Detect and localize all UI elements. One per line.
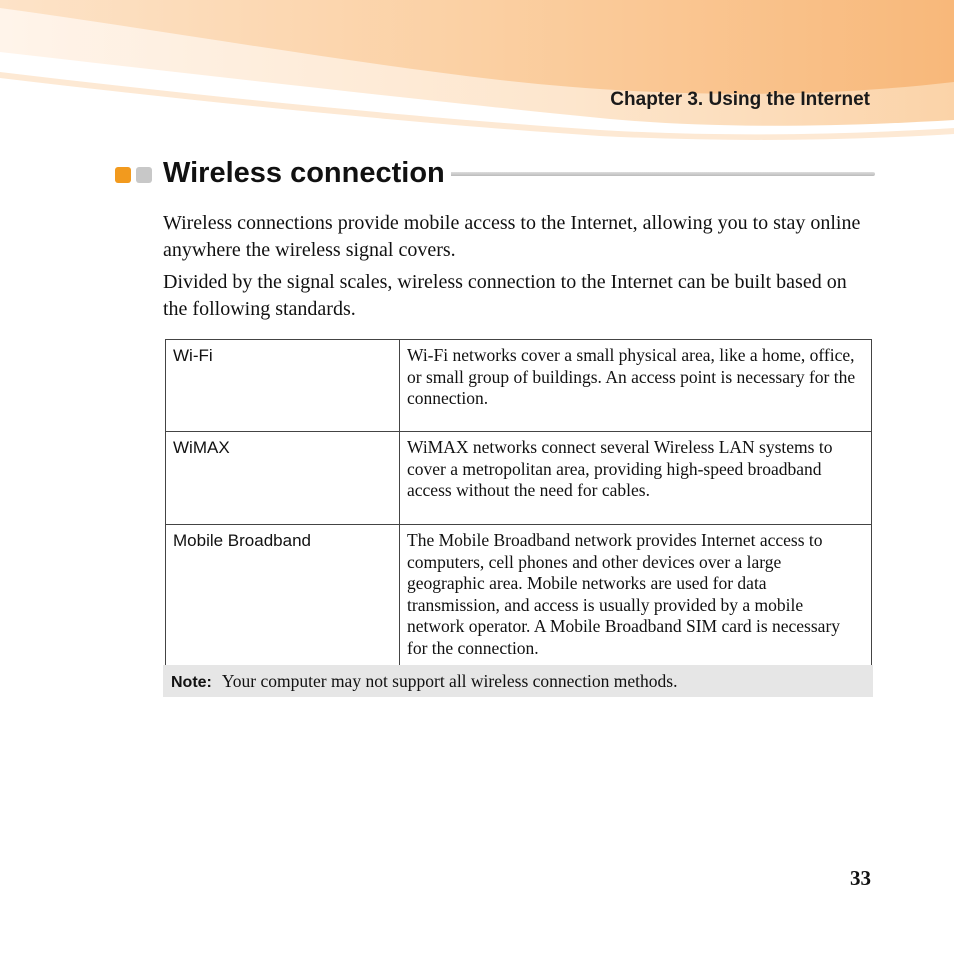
- heading-rule: [443, 172, 875, 176]
- wireless-standards-table: [165, 339, 872, 683]
- table-row: [166, 432, 872, 525]
- chapter-title: Chapter 3. Using the Internet: [610, 89, 870, 110]
- table-row: [166, 340, 872, 432]
- standard-description: The Mobile Broadband network provides Internet access to computers, cell phones and other devices over a large geographic area. Mobile networks are used for data transmission, and access is usually provided by a mobile network operator. A Mobile Broadband SIM card is necessary for the connection.: [400, 525, 872, 683]
- standard-term: WiMAX: [166, 432, 400, 525]
- standard-term: Mobile Broadband: [166, 525, 400, 683]
- note-box: [163, 665, 873, 697]
- standards-paragraph: Divided by the signal scales, wireless connection to the Internet can be built based on the following standards.: [163, 271, 847, 320]
- standard-description: WiMAX networks connect several Wireless LAN systems to cover a metropolitan area, providing high-speed broadband access without the need for cables.: [400, 432, 872, 525]
- header-swoosh-decoration: [0, 0, 954, 140]
- orange-square-bullet-icon: [115, 167, 131, 183]
- standard-description: Wi-Fi networks cover a small physical area, like a home, office, or small group of buildings. An access point is necessary for the connection.: [400, 340, 872, 432]
- gray-square-bullet-icon: [136, 167, 152, 183]
- section-heading: [113, 155, 875, 191]
- note-text: Your computer may not support all wireless connection methods.: [221, 671, 678, 691]
- section-title: Wireless connection: [163, 155, 451, 191]
- intro-paragraph: Wireless connections provide mobile access to the Internet, allowing you to stay online anywhere the wireless signal covers.: [163, 212, 861, 261]
- table-row: [166, 525, 872, 683]
- standard-term: Wi-Fi: [166, 340, 400, 432]
- page-number: 33: [850, 866, 871, 890]
- note-label: Note:: [171, 674, 212, 691]
